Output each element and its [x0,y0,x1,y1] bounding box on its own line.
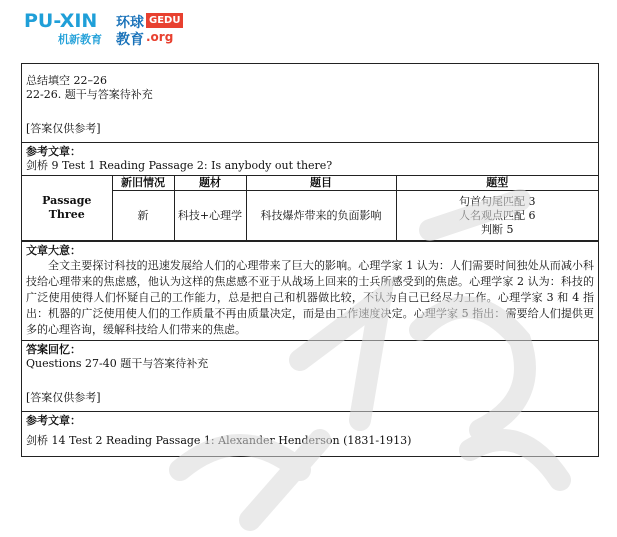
header-subject: 题材 [174,176,246,191]
puxin-subtitle: 机新教育 [58,33,102,46]
section-article-summary [22,242,598,341]
gedu-badge: GEDU [146,13,183,28]
gedu-bottom-text: 教育 [116,32,144,48]
reference-heading: 参考文章： [26,145,81,158]
header-status: 新旧情况 [112,176,174,191]
section-reference-article [22,143,598,176]
puxin-logo [24,10,108,46]
section-answer-recall [22,341,598,412]
reference-source-2: 剑桥 14 Test 2 Reading Passage 1: Alexander Henderson (1831-1913) [26,434,412,447]
gedu-org-suffix: .org [146,30,174,44]
passage-info-table-wrap [22,176,598,242]
answer-sheet [21,63,599,457]
cell-types [396,191,598,241]
cell-status: 新 [112,191,174,241]
header-title: 题目 [246,176,396,191]
cell-subject: 科技+心理学 [174,191,246,241]
section-summary-fill [22,64,598,143]
section-reference-article-2 [22,412,598,457]
passage-label: Passage Three [22,176,112,241]
puxin-wordmark: PU-XIN [24,10,98,32]
recall-heading: 答案回忆： [26,343,81,356]
header-type: 题型 [396,176,598,191]
recall-note: [答案仅供参考] [26,391,101,404]
question-range: 总结填空 22–26 [26,74,107,87]
gedu-top-text: 环球 [116,15,144,31]
cell-title: 科技爆炸带来的负面影响 [246,191,396,241]
type-item: 判断 5 [481,222,514,236]
recall-line: Questions 27-40 题干与答案待补充 [26,357,209,370]
question-note: 22-26. 题干与答案待补充 [26,88,153,101]
summary-body: 全文主要探讨科技的迅速发展给人们的心理带来了巨大的影响。心理学家 1 认为：人们需要时间独处从而减小科技给心理带来的焦虑感，他认为这样的焦虑感不亚于从战场上回来的士兵所感受到的焦虑。心理学家 2 认为：科技的广泛使用使得人们怀疑自己的工作能力，总是把自己和机器做比较，不认为自己已经尽力工作。心理学家 3 和 4 指出：机器的广泛使用使人们的工作质量不再由质量决定，而是由工作速度决定。心理学家 5 指出：需要给人们提供更多的心理咨询，缓解科技给人们带来的焦虑。 [26,259,594,336]
type-item: 人名观点匹配 6 [459,208,536,222]
reference-heading-2: 参考文章： [26,414,81,427]
passage-info-table [22,176,598,241]
summary-heading: 文章大意： [26,244,81,257]
table-header-row [22,176,598,191]
type-item: 句首句尾匹配 3 [459,194,536,208]
reference-source: 剑桥 9 Test 1 Reading Passage 2: Is anybody out there? [26,159,333,172]
gedu-logo [116,12,196,46]
reference-note: [答案仅供参考] [26,122,101,135]
